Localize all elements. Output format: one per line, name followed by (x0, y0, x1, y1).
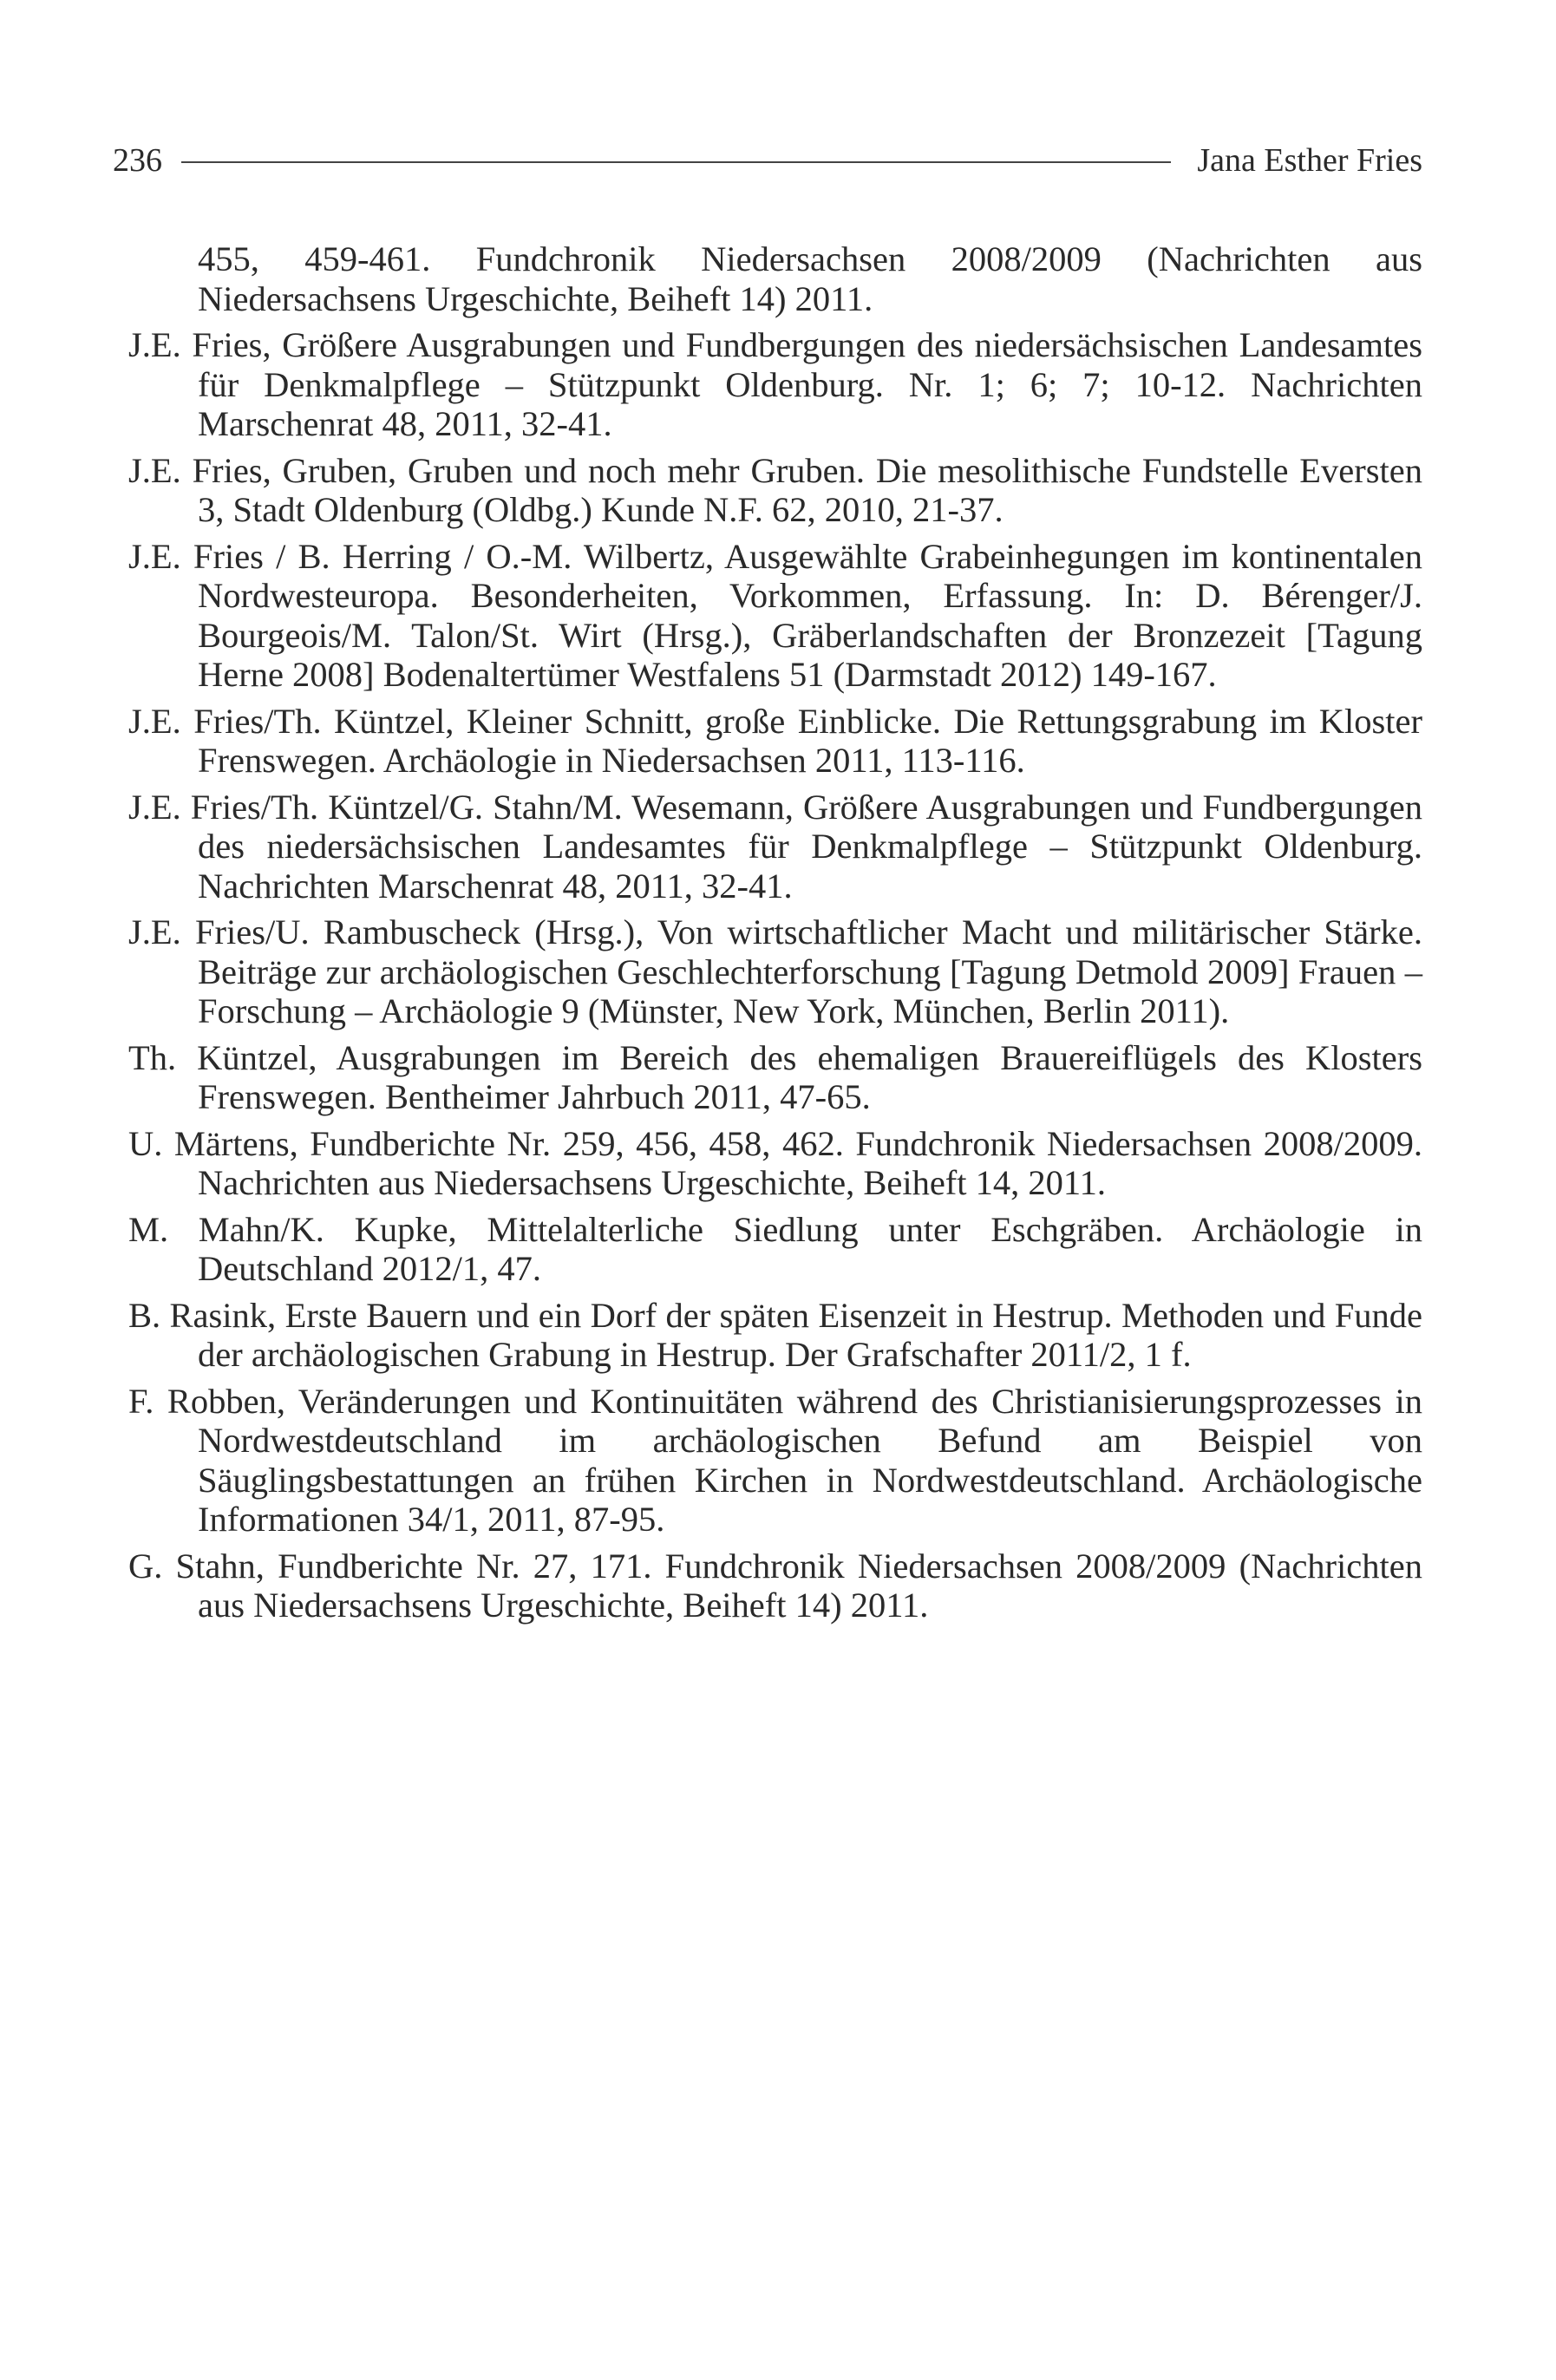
bibliography-entry: J.E. Fries, Gruben, Gruben und noch mehr Gruben. Die mesolithische Fundstelle Eversten 3, Stadt Oldenburg (Oldbg.) Kunde N.F. 62, 2010, 21-37. (128, 450, 1422, 529)
page-number: 236 (113, 142, 162, 179)
bibliography-entry: J.E. Fries/Th. Küntzel, Kleiner Schnitt, große Einblicke. Die Rettungsgrabung im Kloster Frenswegen. Archäologie in Niedersachsen 2011, 113-116. (128, 701, 1422, 780)
bibliography-entry: G. Stahn, Fundberichte Nr. 27, 171. Fundchronik Niedersachsen 2008/2009 (Nachrichten aus Niedersachsens Urgeschichte, Beiheft 14) 2011. (128, 1546, 1422, 1625)
bibliography-entry: 455, 459-461. Fundchronik Niedersachsen 2008/2009 (Nachrichten aus Niedersachsens Urgeschichte, Beiheft 14) 2011. (198, 239, 1422, 318)
bibliography-entry: J.E. Fries/Th. Küntzel/G. Stahn/M. Wesemann, Größere Ausgrabungen und Fundbergungen des niedersächsischen Landesamtes für Denkmalpflege – Stützpunkt Oldenburg. Nachrichten Marschenrat 48, 2011, 32-41. (128, 787, 1422, 906)
bibliography-entry: Th. Küntzel, Ausgrabungen im Bereich des ehemaligen Brauereiflügels des Klosters Frenswegen. Bentheimer Jahrbuch 2011, 47-65. (128, 1037, 1422, 1116)
page-header (113, 139, 1422, 182)
running-head: Jana Esther Fries (1197, 142, 1422, 179)
bibliography-entry: J.E. Fries, Größere Ausgrabungen und Fundbergungen des niedersächsischen Landesamtes für Denkmalpflege – Stützpunkt Oldenburg. Nr. 1; 6; 7; 10-12. Nachrichten Marschenrat 48, 2011, 32-41. (128, 325, 1422, 443)
bibliography-entry: F. Robben, Veränderungen und Kontinuitäten während des Christianisierungsprozesses in Nordwestdeutschland im archäologischen Befund am Beispiel von Säuglingsbestattungen an frühen Kirchen in Nordwestdeutschland. Archäologische Informationen 34/1, 2011, 87-95. (128, 1381, 1422, 1539)
bibliography-entry: J.E. Fries/U. Rambuscheck (Hrsg.), Von wirtschaftlicher Macht und militärischer Stärke. Beiträge zur archäologischen Geschlechterforschung [Tagung Detmold 2009] Frauen – Forschung – Archäologie 9 (Münster, New York, München, Berlin 2011). (128, 912, 1422, 1030)
bibliography-entry: U. Märtens, Fundberichte Nr. 259, 456, 458, 462. Fundchronik Niedersachsen 2008/2009. Nachrichten aus Niedersachsens Urgeschichte, Beiheft 14, 2011. (128, 1123, 1422, 1202)
bibliography-entry: J.E. Fries / B. Herring / O.-M. Wilbertz, Ausgewählte Grabeinhegungen im kontinentalen Nordwesteuropa. Besonderheiten, Vorkommen, Erfassung. In: D. Bérenger/J. Bourgeois/M. Talon/St. Wirt (Hrsg.), Gräberlandschaften der Bronzezeit [Tagung Herne 2008] Bodenaltertümer Westfalens 51 (Darmstadt 2012) 149-167. (128, 536, 1422, 694)
bibliography-list (128, 239, 1422, 1632)
header-rule (181, 161, 1171, 163)
bibliography-entry: M. Mahn/K. Kupke, Mittelalterliche Siedlung unter Eschgräben. Archäologie in Deutschland 2012/1, 47. (128, 1209, 1422, 1288)
bibliography-entry: B. Rasink, Erste Bauern und ein Dorf der späten Eisenzeit in Hestrup. Methoden und Funde der archäologischen Grabung in Hestrup. Der Grafschafter 2011/2, 1 f. (128, 1295, 1422, 1374)
